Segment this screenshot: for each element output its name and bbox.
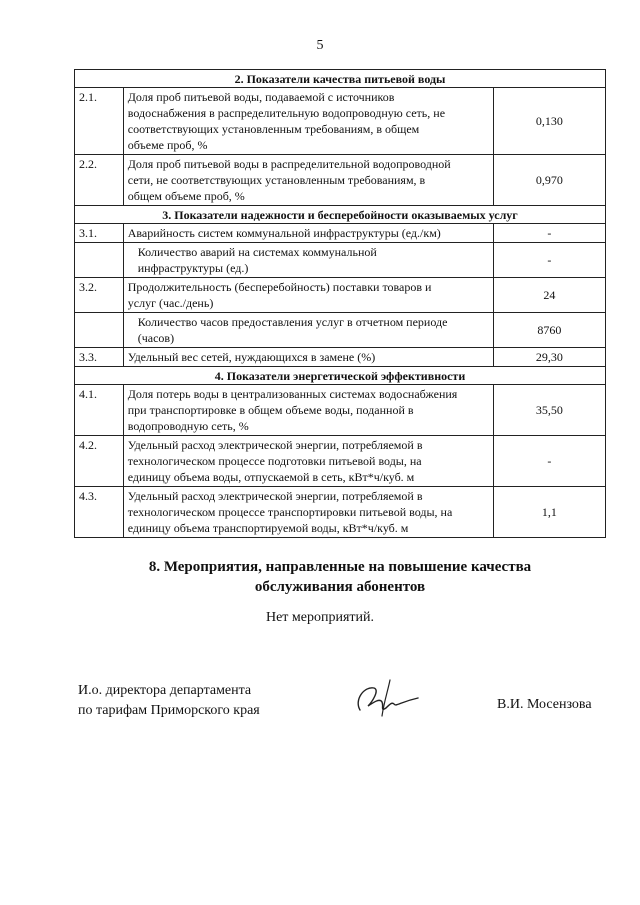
section-title: 3. Показатели надежности и бесперебойности оказываемых услуг: [75, 206, 606, 224]
row-number: [75, 313, 124, 348]
description-line: технологическом процессе подготовки питьевой воды, на: [127, 454, 422, 468]
row-description: [123, 313, 493, 348]
section-header-row: [75, 206, 606, 224]
row-description: [123, 243, 493, 278]
row-description: [123, 88, 493, 155]
section-title: 4. Показатели энергетической эффективности: [75, 367, 606, 385]
signer-title-line1: И.о. директора департамента: [78, 683, 252, 698]
section-title: 2. Показатели качества питьевой воды: [75, 70, 606, 88]
section-8-heading: [74, 557, 606, 597]
description-line: сети, не соответствующих установленным требованиям, в: [127, 173, 426, 187]
row-number: 4.3.: [75, 487, 124, 538]
no-events-text: Нет мероприятий.: [265, 610, 375, 625]
description-line: Удельный вес сетей, нуждающихся в замене (%): [127, 350, 376, 364]
row-description: [123, 278, 493, 313]
row-value: 0,130: [493, 88, 605, 155]
description-line: при транспортировке в общем объеме воды, поданной в: [127, 403, 414, 417]
row-value: 8760: [493, 313, 605, 348]
page-number: 5: [316, 38, 324, 53]
row-description: [123, 436, 493, 487]
signer-title: [78, 681, 260, 721]
table-row: [75, 243, 606, 278]
description-line: Продолжительность (бесперебойность) поставки товаров и: [127, 280, 432, 294]
row-number: [75, 243, 124, 278]
row-value: 29,30: [493, 348, 605, 367]
table-row: [75, 155, 606, 206]
row-number: 2.2.: [75, 155, 124, 206]
section-header-row: [75, 70, 606, 88]
description-line: Удельный расход электрической энергии, потребляемой в: [127, 489, 423, 503]
description-line: инфраструктуры (ед.): [137, 261, 249, 275]
row-number: 3.2.: [75, 278, 124, 313]
description-line: Доля потерь воды в централизованных системах водоснабжения: [127, 387, 458, 401]
row-value: 35,50: [493, 385, 605, 436]
description-line: Доля проб питьевой воды, подаваемой с источников: [127, 90, 395, 104]
description-line: объеме проб, %: [127, 138, 208, 152]
row-description: [123, 487, 493, 538]
row-value: 0,970: [493, 155, 605, 206]
table-row: [75, 278, 606, 313]
description-line: услуг (час./день): [127, 296, 214, 310]
description-line: Удельный расход электрической энергии, потребляемой в: [127, 438, 423, 452]
table-row: [75, 385, 606, 436]
description-line: Доля проб питьевой воды в распределительной водопроводной: [127, 157, 451, 171]
description-line: водоснабжения в распределительную водопроводную сеть, не: [127, 106, 446, 120]
table-row: [75, 313, 606, 348]
row-description: [123, 155, 493, 206]
row-value: 1,1: [493, 487, 605, 538]
signer-title-line2: по тарифам Приморского края: [78, 703, 260, 718]
section-8-heading-line1: 8. Мероприятия, направленные на повышение качества: [148, 559, 532, 575]
signer-name: В.И. Мосензова: [497, 697, 592, 712]
description-line: технологическом процессе транспортировки питьевой воды, на: [127, 505, 453, 519]
description-line: Аварийность систем коммунальной инфраструктуры (ед./км): [127, 226, 441, 240]
row-number: 3.1.: [75, 224, 124, 243]
handwritten-signature: [350, 672, 430, 722]
table-row: [75, 88, 606, 155]
description-line: Количество аварий на системах коммунальной: [137, 245, 377, 259]
description-line: единицу объема воды, отпускаемой в сеть, кВт*ч/куб. м: [127, 470, 415, 484]
row-number: 2.1.: [75, 88, 124, 155]
row-value: -: [493, 243, 605, 278]
section-8-heading-line2: обслуживания абонентов: [254, 579, 426, 595]
row-value: -: [493, 224, 605, 243]
description-line: водопроводную сеть, %: [127, 419, 249, 433]
table-row: [75, 487, 606, 538]
row-number: 4.1.: [75, 385, 124, 436]
description-line: (часов): [137, 331, 175, 345]
table-row: [75, 224, 606, 243]
description-line: единицу объема транспортируемой воды, кВт*ч/куб. м: [127, 521, 409, 535]
row-number: 3.3.: [75, 348, 124, 367]
row-description: [123, 385, 493, 436]
table-row: [75, 348, 606, 367]
row-value: 24: [493, 278, 605, 313]
description-line: общем объеме проб, %: [127, 189, 245, 203]
row-number: 4.2.: [75, 436, 124, 487]
row-description: [123, 348, 493, 367]
row-value: -: [493, 436, 605, 487]
description-line: Количество часов предоставления услуг в отчетном периоде: [137, 315, 448, 329]
table-row: [75, 436, 606, 487]
description-line: соответствующих установленным требованиям, в общем: [127, 122, 420, 136]
indicators-table: [74, 69, 606, 538]
section-header-row: [75, 367, 606, 385]
row-description: [123, 224, 493, 243]
